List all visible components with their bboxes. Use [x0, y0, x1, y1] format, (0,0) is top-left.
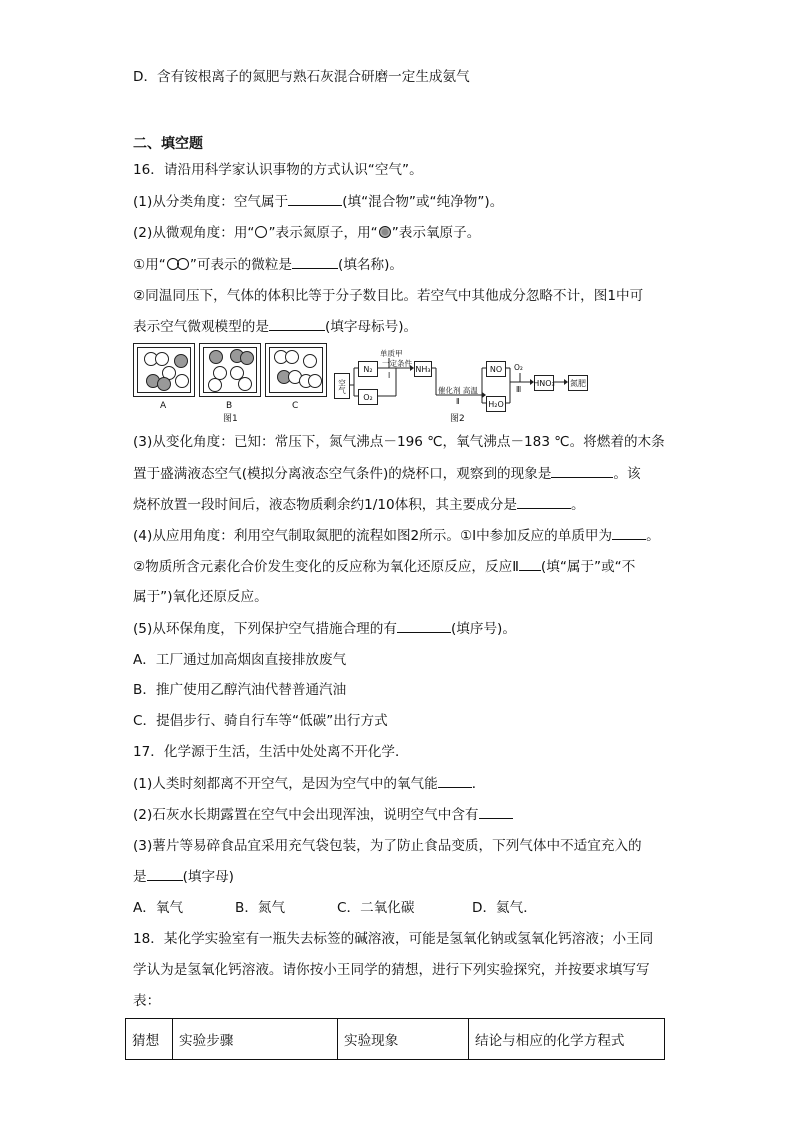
nh3-box: NH₃ — [414, 361, 432, 377]
q16-part5 — [133, 618, 516, 639]
q16-part4b — [133, 556, 635, 577]
text: ”可表示的微粒是 — [189, 257, 293, 273]
step-3-label: Ⅲ — [516, 385, 522, 394]
q16-part2-2b — [133, 316, 417, 337]
atom — [209, 350, 223, 364]
q16-part3a: (3)从变化角度：已知：常压下，氮气沸点－196 ℃，氧气沸点－183 ℃。将燃着的木条 — [133, 434, 665, 450]
text: 置于盛满液态空气(模拟分离液态空气条件)的烧杯口，观察到的现象是 — [133, 466, 552, 482]
text: (5)从环保角度，下列保护空气措施合理的有 — [133, 621, 397, 637]
atom — [175, 374, 189, 388]
q16-part2-2a: ②同温同压下，气体的体积比等于分子数目比。若空气中其他成分忽略不计，图1中可 — [133, 288, 644, 304]
condition-2: 催化剂 高温 — [438, 386, 478, 395]
model-box-a — [133, 343, 195, 397]
answer-blank[interactable] — [519, 556, 541, 571]
nitrogen-atom-icon — [177, 258, 189, 270]
question-18-line2: 学认为是氢氧化钙溶液。请你按小王同学的猜想，进行下列实验探究，并按要求填写写 — [133, 962, 650, 978]
text: (2)从微观角度：用“ — [133, 225, 255, 241]
atom — [157, 377, 171, 391]
text: (填“混合物”或“纯净物”)。 — [342, 194, 504, 210]
experiment-table — [125, 1018, 665, 1060]
text: 。该 — [613, 466, 641, 482]
answer-blank[interactable] — [292, 254, 338, 269]
answer-blank[interactable] — [269, 316, 325, 331]
text: ”表示氧原子。 — [391, 225, 481, 241]
text: (1)人类时刻都离不开空气，是因为空气中的氧气能 — [133, 776, 438, 792]
text: 烧杯放置一段时间后，液态物质剩余约1/10体积，其主要成分是 — [133, 497, 517, 513]
figure-2 — [330, 345, 590, 424]
q17-part1 — [133, 773, 485, 794]
text: (填名称)。 — [338, 257, 404, 273]
step-2-label: Ⅱ — [456, 397, 460, 406]
header-guess: 猜想 — [126, 1019, 173, 1060]
answer-blank[interactable] — [438, 773, 472, 788]
no-box: NO — [486, 361, 506, 377]
q17-part2 — [133, 804, 513, 825]
option-d-text: D．含有铵根离子的氮肥与熟石灰混合研磨一定生成氨气 — [133, 69, 470, 85]
air-box — [334, 373, 350, 399]
atom — [285, 350, 299, 364]
atom — [303, 354, 317, 368]
q16-option-b: B．推广使用乙醇汽油代替普通汽油 — [133, 682, 347, 698]
q16-part4a — [133, 525, 660, 546]
model-box-b — [199, 343, 261, 397]
text: 是 — [133, 869, 147, 885]
figure-1 — [133, 343, 363, 424]
header-phenomenon: 实验现象 — [338, 1019, 469, 1060]
text: (填序号)。 — [450, 621, 516, 637]
label-a: A — [160, 401, 167, 411]
header-conclusion: 结论与相应的化学方程式 — [469, 1019, 665, 1060]
question-17: 17．化学源于生活，生活中处处离不开化学． — [133, 744, 409, 760]
q16-part3b — [133, 463, 641, 484]
text: 表示空气微观模型的是 — [133, 319, 269, 335]
label-b: B — [226, 401, 233, 411]
label-c: C — [292, 401, 299, 411]
question-18-line3: 表： — [133, 993, 161, 1009]
text: ”表示氮原子，用“ — [268, 225, 378, 241]
text: (填“属于”或“不 — [540, 559, 636, 575]
option-b: B．氮气 — [235, 900, 286, 916]
condition-1: 一定条件 — [382, 359, 412, 368]
fertilizer-box: 氮肥 — [568, 375, 588, 391]
table-header-row — [126, 1019, 665, 1060]
q16-part1 — [133, 191, 503, 212]
n2-box: N₂ — [358, 361, 378, 377]
h2o-box: H₂O — [486, 396, 506, 412]
model-box-c — [265, 343, 327, 397]
q16-option-c: C．提倡步行、骑自行车等“低碳”出行方式 — [133, 713, 388, 729]
oxygen-atom-icon — [379, 226, 391, 238]
answer-blank[interactable] — [612, 525, 646, 540]
text: 。 — [570, 497, 585, 513]
o2-box: O₂ — [358, 389, 378, 405]
q16-part4c: 属于”)氧化还原反应。 — [133, 589, 268, 605]
text: 。 — [646, 528, 660, 544]
header-steps: 实验步骤 — [173, 1019, 338, 1060]
figure-1-caption: 图1 — [223, 414, 238, 424]
q17-options — [133, 898, 537, 918]
step-1-label: Ⅰ — [388, 371, 391, 380]
q17-part3b — [133, 866, 234, 887]
atom — [308, 374, 322, 388]
text: ②物质所含元素化合价发生变化的反应称为氧化还原反应，反应Ⅱ — [133, 559, 519, 575]
q16-option-a: A．工厂通过加高烟囱直接排放废气 — [133, 652, 347, 668]
question-16: 16．请沿用科学家认识事物的方式认识“空气”。 — [133, 162, 423, 178]
answer-blank[interactable] — [397, 618, 451, 633]
nitrogen-atom-icon — [255, 226, 267, 238]
atom — [240, 351, 254, 365]
option-c: C．二氧化碳 — [337, 900, 415, 916]
text: (填字母) — [182, 869, 234, 885]
option-d: D．氦气． — [472, 900, 537, 916]
answer-blank[interactable] — [147, 866, 183, 881]
q17-part3a: (3)薯片等易碎食品宜采用充气袋包装，为了防止食品变质，下列气体中不适宜充入的 — [133, 838, 642, 854]
atom — [208, 378, 222, 392]
atom — [155, 352, 169, 366]
o2-reagent: O₂ — [514, 363, 523, 372]
question-18-line1: 18．某化学实验室有一瓶失去标签的碱溶液，可能是氢氧化钠或氢氧化钙溶液；小王同 — [133, 931, 654, 947]
text: (2)石灰水长期露置在空气中会出现浑浊，说明空气中含有 — [133, 807, 479, 823]
answer-blank[interactable] — [288, 191, 342, 206]
hno3-box: HNO₃ — [534, 375, 554, 391]
text: (1)从分类角度：空气属于 — [133, 194, 289, 210]
answer-blank[interactable] — [551, 463, 613, 478]
q16-part3c — [133, 494, 585, 515]
atom — [238, 377, 252, 391]
text: (填字母标号)。 — [324, 319, 418, 335]
section-heading: 二、填空题 — [133, 136, 203, 152]
q16-part2 — [133, 223, 480, 243]
reagent-label: 单质甲 — [380, 349, 403, 358]
text: ①用“ — [133, 257, 166, 273]
text: 空气 — [337, 378, 347, 394]
text: ． — [471, 776, 486, 792]
answer-blank[interactable] — [479, 804, 513, 819]
atom — [174, 354, 188, 368]
q16-part2-1 — [133, 254, 403, 275]
answer-blank[interactable] — [517, 494, 571, 509]
option-a: A．氧气 — [133, 900, 184, 916]
text: (4)从应用角度：利用空气制取氮肥的流程如图2所示。①Ⅰ中参加反应的单质甲为 — [133, 528, 613, 544]
figure-2-caption: 图2 — [450, 414, 465, 424]
